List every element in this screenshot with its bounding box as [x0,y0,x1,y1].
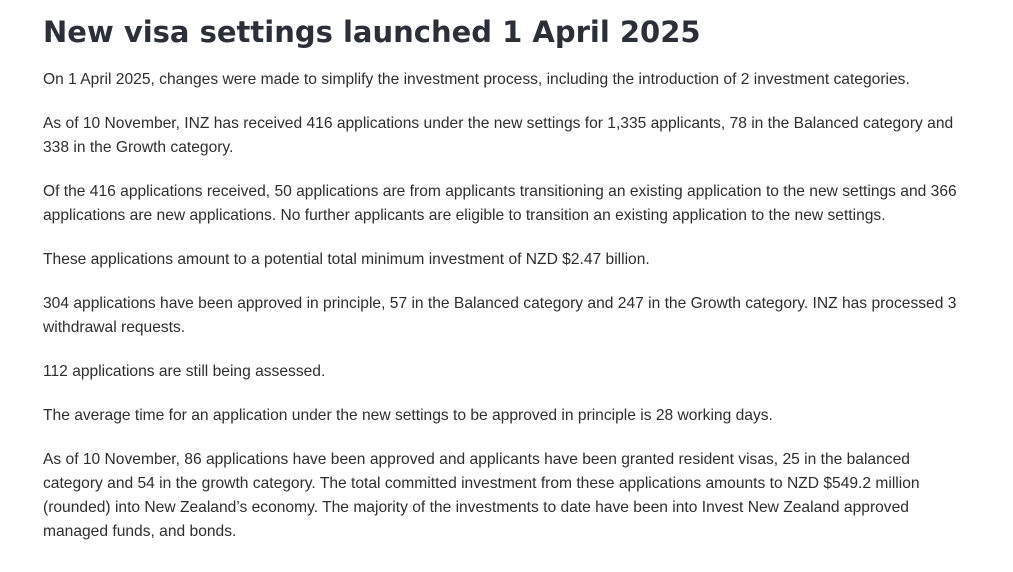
paragraph-applications-received: As of 10 November, INZ has received 416 applications under the new settings for 1,335 applicants, 78 in the Balanced category and 338 in the Growth category. [43,115,954,156]
paragraph-transition-applications: Of the 416 applications received, 50 applications are from applicants transitioning an existing application to the new settings and 366 applications are new applications. No further applicants are eligible to transition an existing application to the new settings. [43,183,957,224]
paragraph-intro: On 1 April 2025, changes were made to simplify the investment process, including the introduction of 2 investment categories. [43,71,910,88]
page-title: New visa settings launched 1 April 2025 [43,15,701,49]
paragraph-approved-in-principle: 304 applications have been approved in principle, 57 in the Balanced category and 247 in the Growth category. INZ has processed 3 withdrawal requests. [43,295,957,336]
paragraph-resident-visas: As of 10 November, 86 applications have been approved and applicants have been granted resident visas, 25 in the balanced category and 54 in the growth category. The total committed investment from these applications amounts to NZD $549.2 million (rounded) into New Zealand’s economy. The majority of the investments to date have been into Invest New Zealand approved managed funds, and bonds. [43,451,920,540]
paragraph-being-assessed: 112 applications are still being assessed. [43,363,326,380]
paragraph-potential-investment: These applications amount to a potential total minimum investment of NZD $2.47 billion. [43,251,650,268]
paragraph-average-time: The average time for an application under the new settings to be approved in principle is 28 working days. [43,407,773,424]
